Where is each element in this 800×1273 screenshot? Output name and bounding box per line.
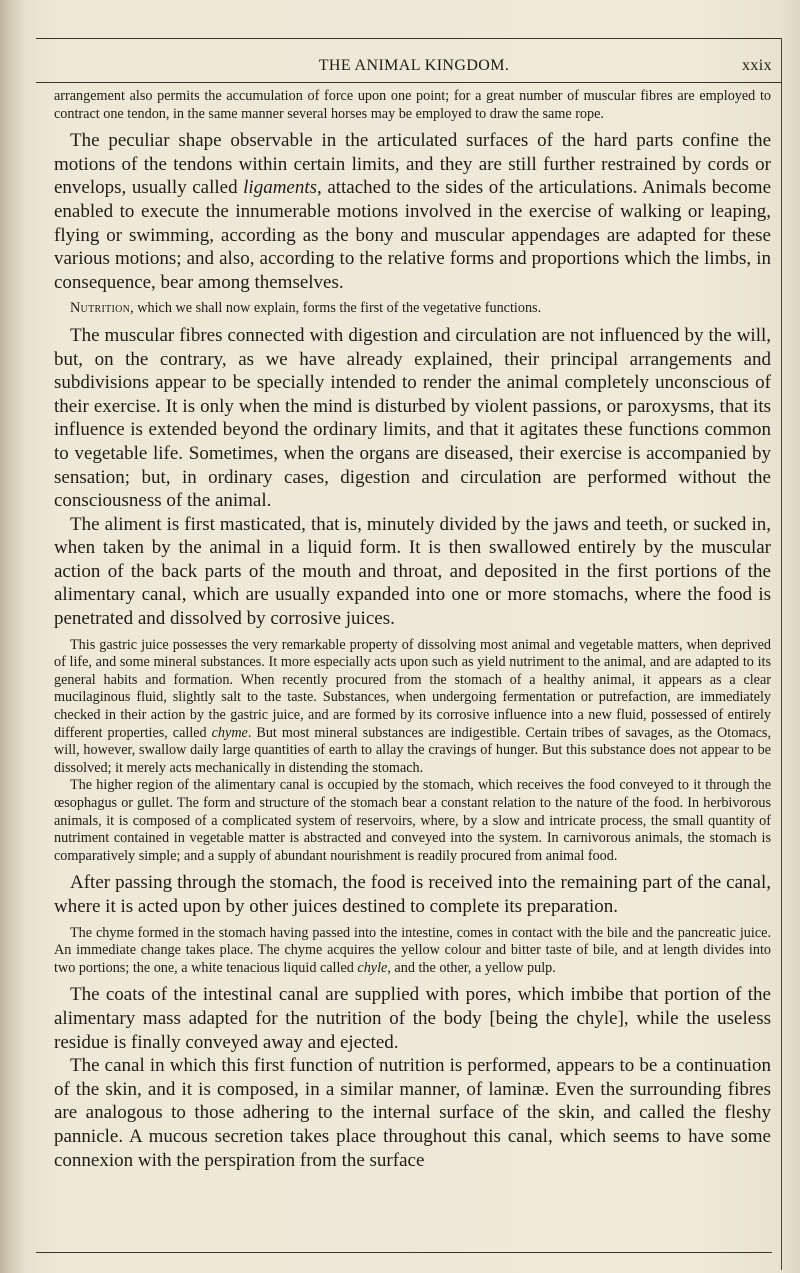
paragraph-chyme-intestine (54, 925, 771, 978)
paragraph-text: , and the other, a yellow pulp. (387, 959, 556, 976)
paragraph-text: arrangement also permits the accumulation of force upon one point; for a great number of muscular fibres are employed to contract one tendon, in the same manner several horses may be employed to draw the same rope. (54, 88, 771, 122)
paragraph-muscular-fibres-tendon (54, 88, 771, 123)
paragraph-text: , which we shall now explain, forms the first of the vegetative functions. (130, 300, 542, 317)
running-title: THE ANIMAL KINGDOM. (318, 57, 510, 74)
paragraph-text: The peculiar shape observable in the articulated surfaces of the hard parts confine the motions of the tendons within certain limits, and they are still further restrained by cords or envelops, usually called (54, 130, 771, 199)
paragraph-text: The canal in which this first function of nutrition is performed, appears to be a continuation of the skin, and it is composed, in a similar manner, of laminæ. Even the surrounding fibres are analogous to those adhering to the internal surface of the skin, and called the fleshy pannicle. A mucous secretion takes place throughout this canal, which seems to have some connexion with the perspiration from the surface (54, 1055, 771, 1171)
header-rule (36, 82, 782, 83)
paragraph-digestion-circulation (54, 324, 771, 513)
paragraph-gastric-juice (54, 637, 771, 778)
page-gutter-shadow (0, 0, 26, 1273)
paragraph-text: The aliment is first masticated, that is, minutely divided by the jaws and teeth, or sucked in, when taken by the animal in a liquid form. It is then swallowed entirely by the muscular action of the back parts of the mouth and throat, and deposited in the first portions of the alimentary canal, which are usually expanded into one or more stomachs, where the food is penetrated and dissolved by corrosive juices. (54, 513, 771, 630)
paragraph-stomach-region (54, 777, 771, 865)
paragraph-aliment (54, 513, 771, 631)
emphasis-term: chyle (357, 959, 388, 976)
right-border-rule (781, 38, 782, 1270)
page-number: xxix (741, 57, 772, 74)
paragraph-nutrition-intro (54, 300, 771, 318)
top-border-rule (36, 38, 782, 39)
page-body (54, 88, 771, 1172)
paragraph-canal-skin (54, 1054, 771, 1172)
running-header (54, 51, 774, 79)
paragraph-text: The muscular fibres connected with digestion and circulation are not influenced by the will, but, on the contrary, as we have already explained, their principal arrangements and subdivisions appear to be specially intended to render the animal completely unconscious of their exercise. It is only when the mind is disturbed by violent passions, or paroxysms, that its influence is extended beyond the ordinary limits, and that it agitates these functions common to vegetable life. Sometimes, when the organs are diseased, their exercise is accompanied by sensation; but, in ordinary cases, digestion and circulation are performed without the consciousness of the animal. (54, 324, 771, 512)
paragraph-text: . But most mineral substances are indigestible. Certain tribes of savages, as the Otomacs, will, however, swallow daily large quantities of earth to allay the cravings of hunger. But this substance does not appear to be dissolved; it merely acts mechanically in distending the stomach. (54, 724, 771, 776)
emphasis-term: ligaments (243, 177, 318, 199)
paragraph-intestinal-coats (54, 983, 771, 1054)
paragraph-after-stomach (54, 871, 771, 918)
paragraph-text: The coats of the intestinal canal are supplied with pores, which imbibe that portion of the alimentary mass adapted for the nutrition of the body [being the chyle], while the useless residue is finally conveyed away and ejected. (54, 984, 771, 1053)
paragraph-text: The chyme formed in the stomach having passed into the intestine, comes in contact with the bile and the pancreatic juice. An immediate change takes place. The chyme acquires the yellow colour and bitter taste of bile, and at length divides into two portions; the one, a white tenacious liquid called (54, 924, 771, 976)
paragraph-articulated-surfaces (54, 129, 771, 294)
paragraph-text: After passing through the stomach, the food is received into the remaining part of the canal, where it is acted upon by other juices destined to complete its preparation. (54, 872, 771, 917)
bottom-border-rule (36, 1252, 772, 1253)
emphasis-term: chyme (211, 724, 248, 741)
paragraph-text: The higher region of the alimentary canal is occupied by the stomach, which receives the food conveyed to it through the œsophagus or gullet. The form and structure of the stomach bear a constant relation to the nature of the food. In herbivorous animals, it is composed of a complicated system of reservoirs, where, by a slow and intricate process, the small quantity of nutriment contained in vegetable matter is abstracted and conveyed into the system. In carnivorous animals, the stomach is comparatively simple; and a supply of abundant nourishment is readily procured from animal food. (54, 777, 771, 864)
small-caps-term: Nutrition (70, 300, 131, 317)
paragraph-text: This gastric juice possesses the very remarkable property of dissolving most animal and vegetable matters, when deprived of life, and some mineral substances. It more especially acts upon such as yield nutriment to the animal, and are adapted to its general habits and formation. When recently procured from the stomach of a healthy animal, it appears as a clear mucilaginous fluid, slightly salt to the taste. Substances, when undergoing fermentation or putrefaction, are immediately checked in their action by the gastric juice, and are formed by its corrosive influence into a new fluid, possessed of entirely different properties, called (54, 636, 771, 741)
paragraph-text: , attached to the sides of the articulations. Animals become enabled to execute the innumerable motions involved in the exercise of walking or leaping, flying or swimming, according as the bony and muscular appendages are adapted for these various motions; and also, according to the relative forms and proportions which the limbs, in consequence, bear among themselves. (54, 177, 771, 293)
